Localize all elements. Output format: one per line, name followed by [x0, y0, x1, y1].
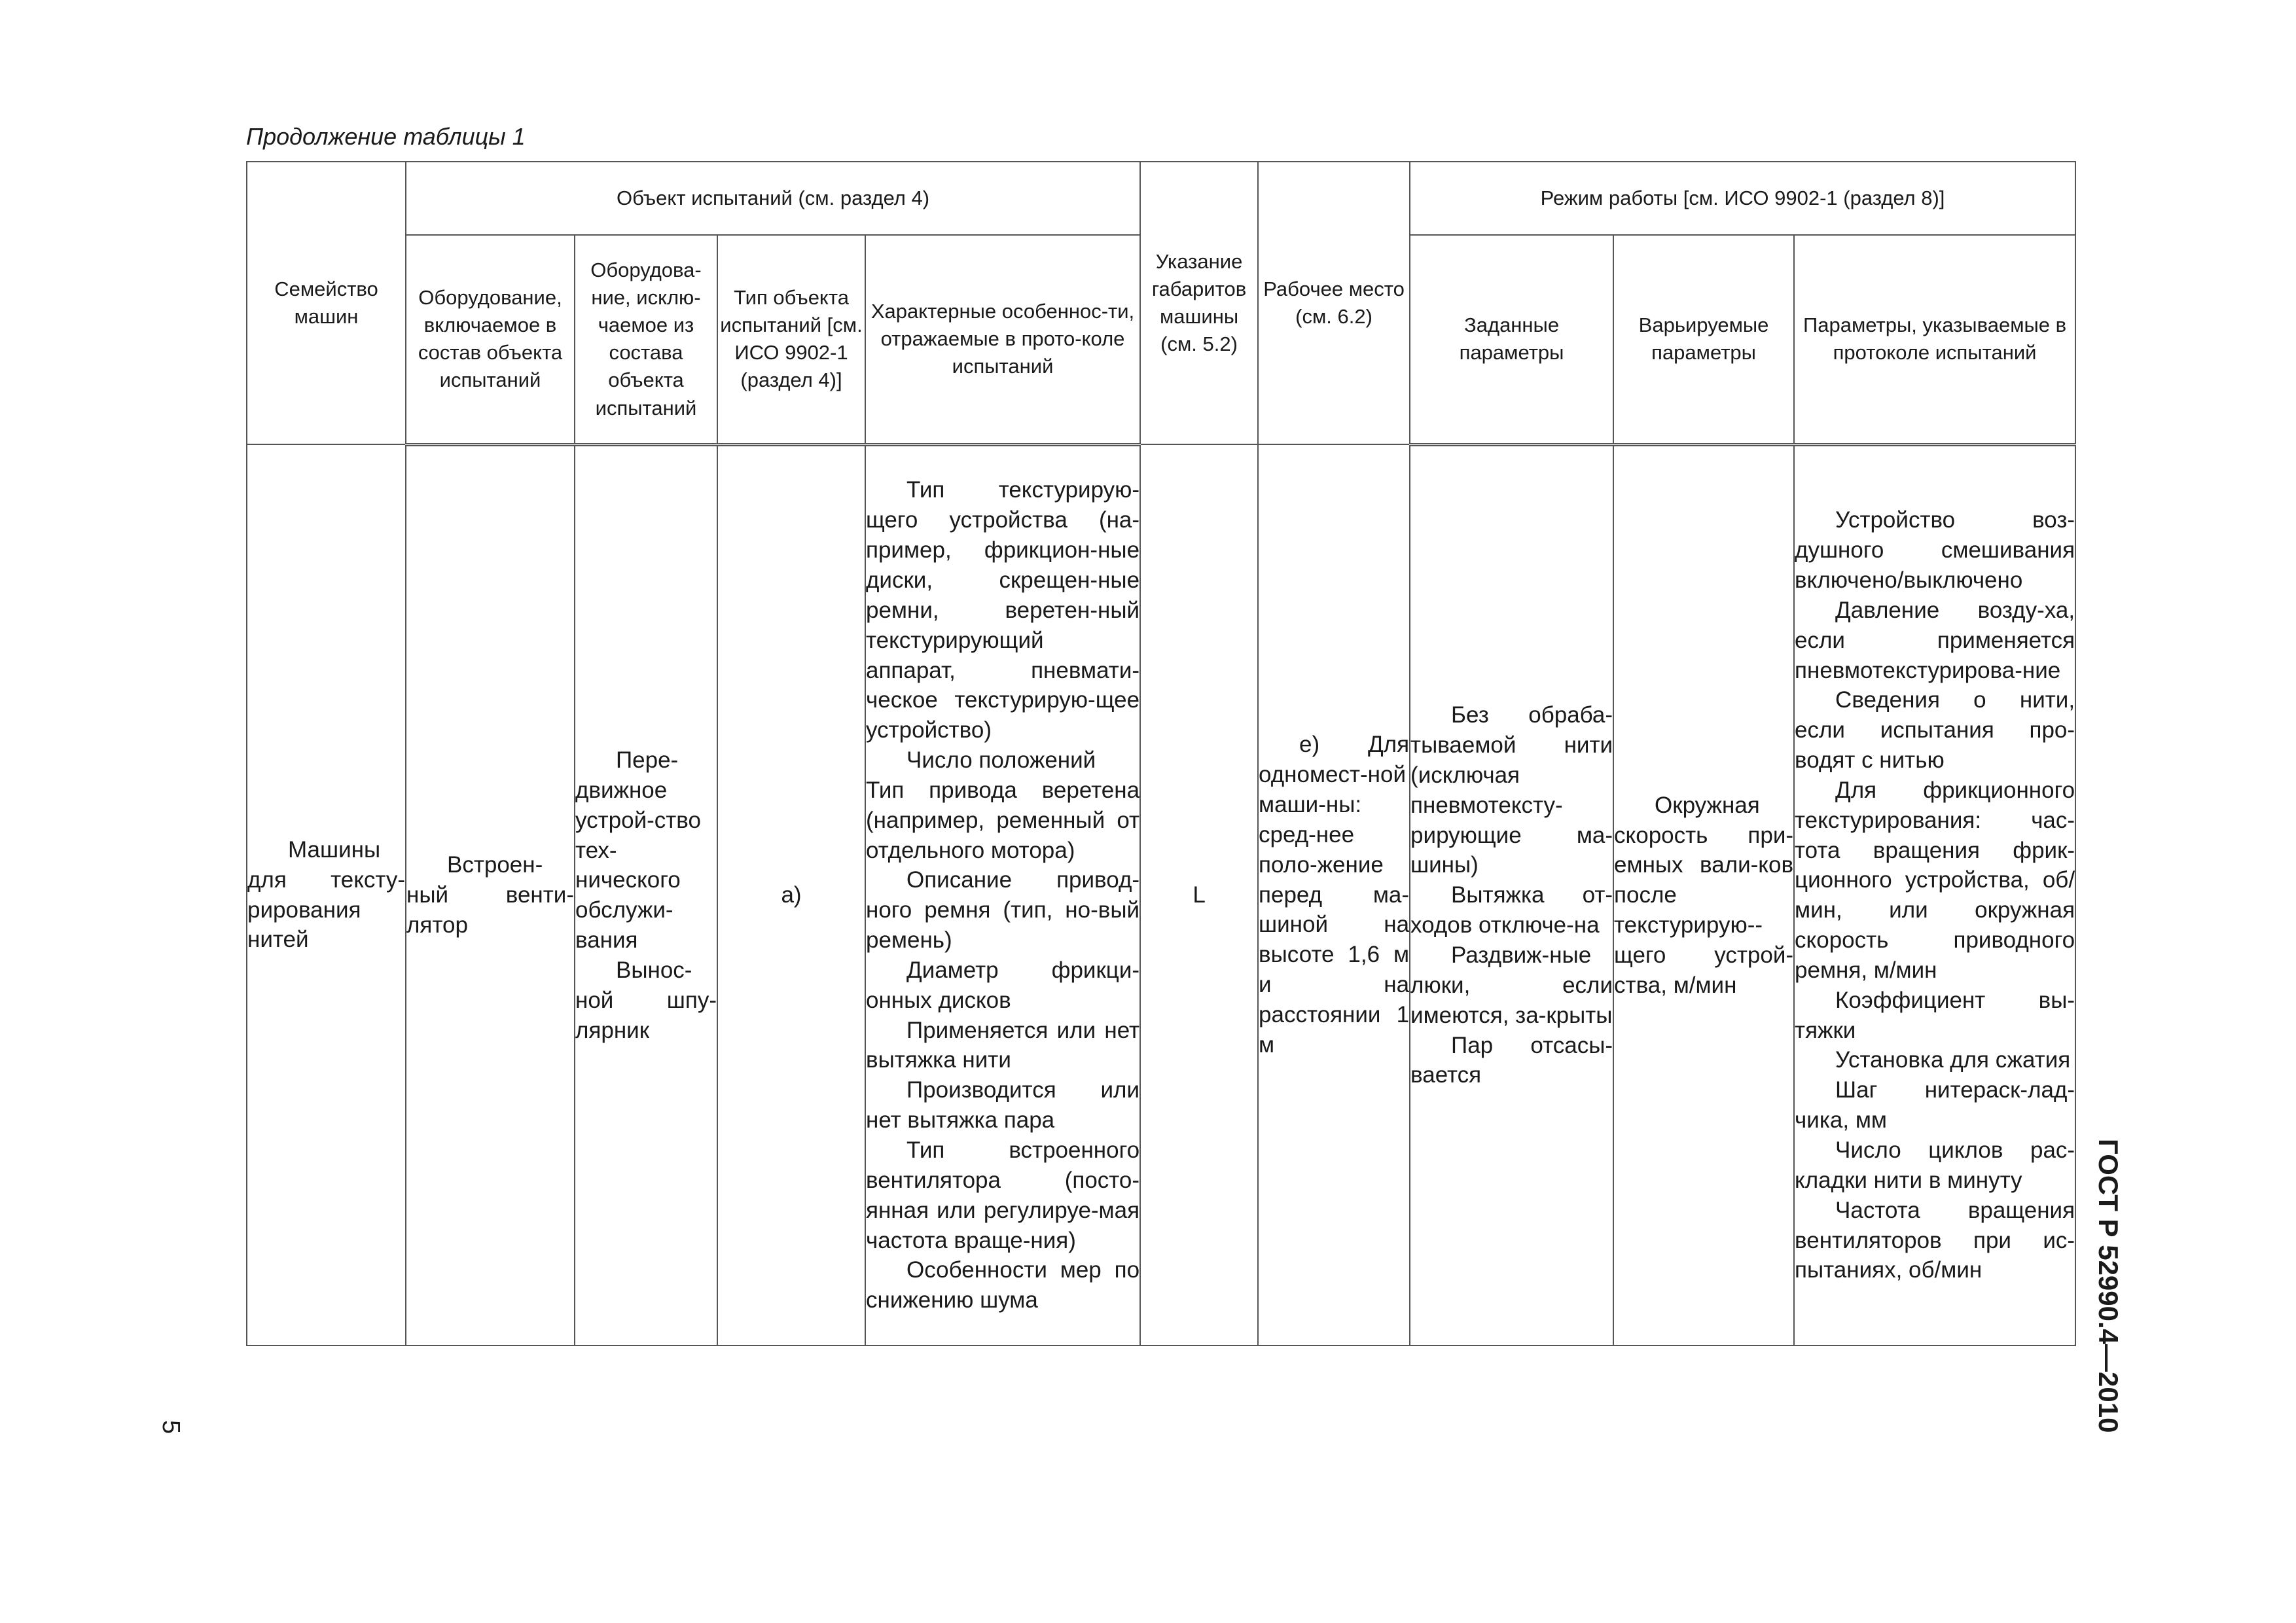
- paragraph: Число циклов рас-кладки нити в минуту: [1795, 1137, 2075, 1193]
- paragraph: L: [1193, 882, 1206, 908]
- paragraph: Сведения о нити, если испытания про-водят с нитью: [1795, 687, 2075, 774]
- paragraph: Установка для сжатия: [1835, 1047, 2071, 1073]
- cell-family: [247, 444, 406, 1346]
- table-caption: Продолжение таблицы 1: [246, 123, 526, 150]
- header-family: Семейство машин: [247, 162, 406, 444]
- header-equip-excluded: Оборудова-ние, исклю-чаемое из состава объекта испытаний: [575, 235, 717, 444]
- page-number: 5: [157, 1420, 185, 1435]
- paragraph: Тип текстурирую-щего устройства (на-пример, фрикцион-ные диски, скрещен-ные ремни, веретен-ный текстурирующий аппарат, пневмати-ческое текстурирую-щее устройство): [866, 477, 1140, 743]
- paragraph: Без обраба-тываемой нити (исключая пневмотексту-рирующие ма-шины): [1410, 702, 1613, 878]
- header-object-type: Тип объекта испытаний [см. ИСО 9902-1 (раздел 4)]: [717, 235, 865, 444]
- paragraph: Пере-движное устрой-ство тех-нического обслужи-вания: [575, 747, 701, 954]
- cell-equip-excluded: [575, 444, 717, 1346]
- paragraph: Раздвиж-ные люки, если имеются, за-крыты: [1410, 942, 1613, 1028]
- paragraph: Диаметр фрикци-онных дисков: [866, 957, 1140, 1013]
- paragraph: е) Для одномест-ной маши-ны: сред-нее поло-жение перед ма-шиной на высоте 1,6 м и на расстоянии 1 м: [1259, 732, 1410, 1058]
- header-var-params: Варьируемые параметры: [1613, 235, 1794, 444]
- cell-equip-included: [406, 444, 575, 1346]
- header-workplace: Рабочее место (см. 6.2): [1258, 162, 1410, 444]
- header-features: Характерные особеннос-ти, отражаемые в прото-коле испытаний: [865, 235, 1140, 444]
- requirements-table: [246, 161, 2076, 1346]
- paragraph: Вынос-ной шпу-лярник: [575, 957, 717, 1043]
- cell-report-params: [1794, 444, 2075, 1346]
- paragraph: Тип встроенного вентилятора (посто-янная или регулируе-мая частота враще-ния): [866, 1137, 1140, 1253]
- cell-var-params: [1613, 444, 1794, 1346]
- header-object-group: Объект испытаний (см. раздел 4): [406, 162, 1140, 235]
- paragraph: Давление возду-ха, если применяется пневмотекстурирова-ние: [1795, 597, 2075, 683]
- table-row: [247, 444, 2075, 1346]
- cell-dimensions: [1140, 444, 1258, 1346]
- standard-code: ГОСТ Р 52990.4—2010: [2093, 1139, 2124, 1433]
- paragraph: Устройство воз-душного смешивания включено/выключено: [1795, 507, 2075, 593]
- paragraph: Шаг нитераск-лад-чика, мм: [1795, 1077, 2075, 1133]
- paragraph: а): [781, 882, 802, 908]
- header-mode-group: Режим работы [см. ИСО 9902-1 (раздел 8)]: [1410, 162, 2075, 235]
- paragraph: Встроен-ный венти-лятор: [406, 852, 574, 938]
- paragraph: Тип привода веретена (например, ременный от отдельного мотора): [866, 777, 1140, 863]
- paragraph: Коэффициент вы-тяжки: [1795, 987, 2075, 1043]
- paragraph: Машины для тексту-рирования нитей: [247, 836, 405, 953]
- paragraph: Производится или нет вытяжка пара: [866, 1077, 1140, 1133]
- paragraph: Окружная скорость при-емных вали-ков после текстурирую--щего устрой-ства, м/мин: [1614, 792, 1794, 998]
- paragraph: Вытяжка от-ходов отключе-на: [1410, 882, 1613, 938]
- header-set-params: Заданные параметры: [1410, 235, 1613, 444]
- paragraph: Применяется или нет вытяжка нити: [866, 1017, 1140, 1073]
- paragraph: Частота вращения вентиляторов при ис-пытаниях, об/мин: [1795, 1197, 2075, 1283]
- cell-workplace: [1258, 444, 1410, 1346]
- cell-set-params: [1410, 444, 1613, 1346]
- header-report-params: Параметры, указываемые в протоколе испытаний: [1794, 235, 2075, 444]
- paragraph: Для фрикционного текстурирования: час-тота вращения фрик-ционного устройства, об/мин, или окружная скорость приводного ремня, м/мин: [1795, 777, 2075, 983]
- cell-object-type: [717, 444, 865, 1346]
- header-dimensions: Указание габаритов машины (см. 5.2): [1140, 162, 1258, 444]
- paragraph: Число положений: [906, 747, 1096, 774]
- paragraph: Особенности мер по снижению шума: [866, 1257, 1140, 1313]
- cell-features: [865, 444, 1140, 1346]
- paragraph: Описание привод-ного ремня (тип, но-вый ремень): [866, 867, 1140, 954]
- paragraph: Пар отсасы-вается: [1410, 1032, 1613, 1088]
- header-equip-included: Оборудование, включаемое в состав объекта испытаний: [406, 235, 575, 444]
